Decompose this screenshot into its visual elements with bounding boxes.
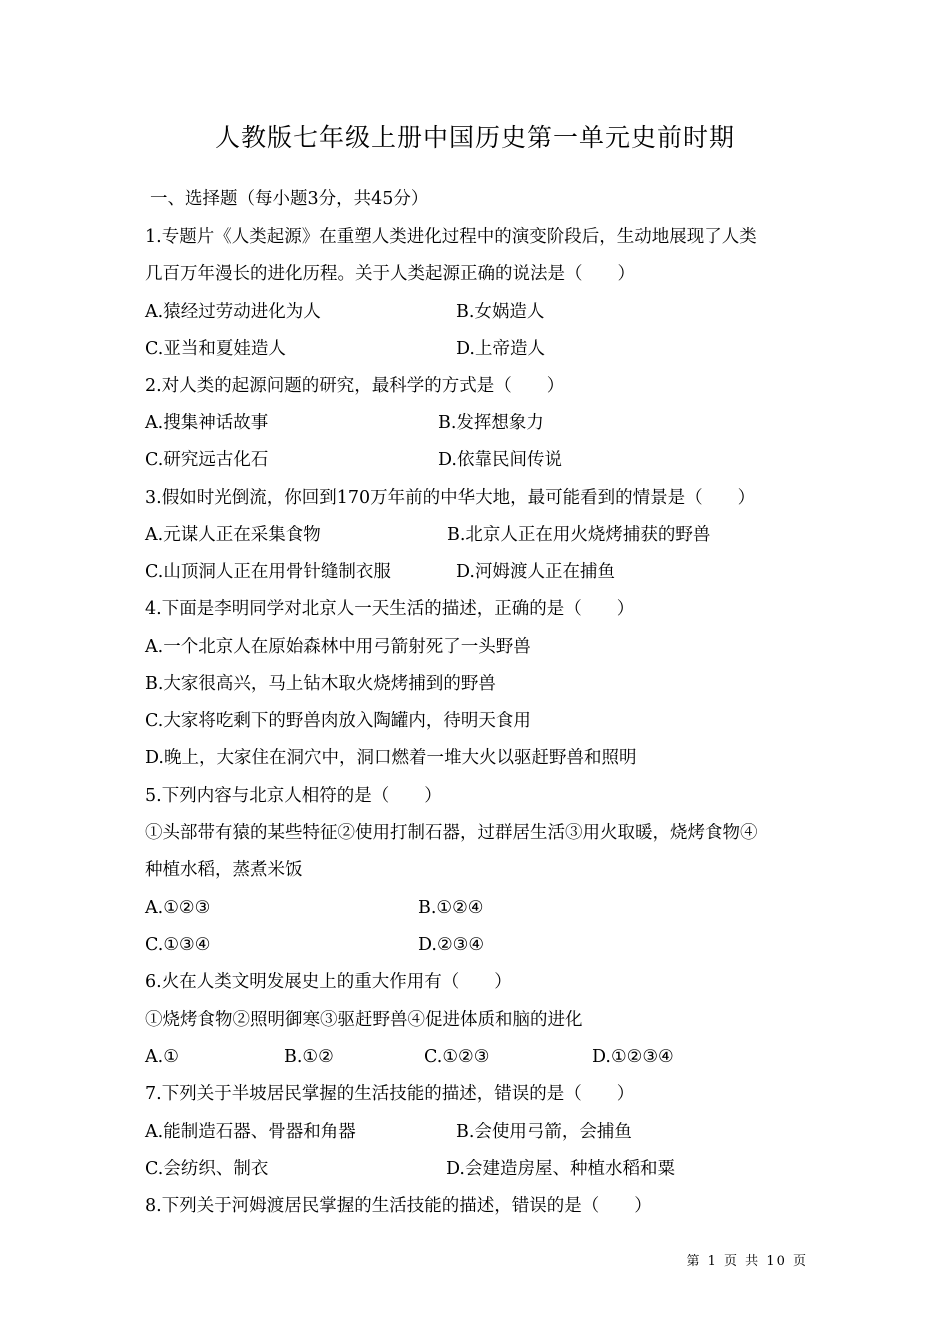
question-5-items-line2: 种植水稻，蒸煮米饭 <box>145 860 303 880</box>
question-4-option-d: D.晚上，大家住在洞穴中，洞口燃着一堆大火以驱赶野兽和照明 <box>145 748 637 768</box>
document-title: 人教版七年级上册中国历史第一单元史前时期 <box>214 123 735 152</box>
question-3-stem: 3.假如时光倒流，你回到170万年前的中华大地，最可能看到的情景是（ ） <box>145 488 756 508</box>
question-2-option-a: A.搜集神话故事 <box>145 413 269 433</box>
question-3-option-d: D.河姆渡人正在捕鱼 <box>456 562 615 582</box>
question-6-option-b: B.①② <box>284 1047 334 1067</box>
question-3-option-a: A.元谋人正在采集食物 <box>145 525 321 545</box>
question-5-option-d: D.②③④ <box>418 935 485 955</box>
question-7-stem: 7.下列关于半坡居民掌握的生活技能的描述，错误的是（ ） <box>145 1084 635 1104</box>
question-5-option-a: A.①②③ <box>145 898 211 918</box>
question-7-option-b: B.会使用弓箭，会捕鱼 <box>456 1122 632 1142</box>
question-1-option-c: C.亚当和夏娃造人 <box>145 339 286 359</box>
question-3-option-b: B.北京人正在用火烧烤捕获的野兽 <box>447 525 711 545</box>
question-6-option-a: A.① <box>145 1047 179 1067</box>
question-2-option-b: B.发挥想象力 <box>438 413 544 433</box>
question-4-option-a: A.一个北京人在原始森林中用弓箭射死了一头野兽 <box>145 637 531 657</box>
question-6-option-c: C.①②③ <box>424 1047 490 1067</box>
question-7-option-d: D.会建造房屋、种植水稻和粟 <box>446 1159 675 1179</box>
section-heading: 一、选择题（每小题3分，共45分） <box>150 189 429 209</box>
question-1-stem-line1: 1.专题片《人类起源》在重塑人类进化过程中的演变阶段后，生动地展现了人类 <box>145 227 757 247</box>
question-4-option-b: B.大家很高兴，马上钻木取火烧烤捕到的野兽 <box>145 674 496 694</box>
question-5-option-b: B.①②④ <box>418 898 484 918</box>
question-1-option-a: A.猿经过劳动进化为人 <box>145 302 321 322</box>
question-4-stem: 4.下面是李明同学对北京人一天生活的描述，正确的是（ ） <box>145 599 635 619</box>
question-4-option-c: C.大家将吃剩下的野兽肉放入陶罐内，待明天食用 <box>145 711 531 731</box>
page-number-footer: 第 1 页 共 10 页 <box>686 1254 808 1269</box>
question-5-option-c: C.①③④ <box>145 935 211 955</box>
question-2-option-d: D.依靠民间传说 <box>438 450 562 470</box>
question-3-option-c: C.山顶洞人正在用骨针缝制衣服 <box>145 562 391 582</box>
question-1-option-d: D.上帝造人 <box>456 339 545 359</box>
question-6-option-d: D.①②③④ <box>592 1047 674 1067</box>
question-5-stem: 5.下列内容与北京人相符的是（ ） <box>145 786 442 806</box>
question-8-stem: 8.下列关于河姆渡居民掌握的生活技能的描述，错误的是（ ） <box>145 1196 652 1216</box>
question-2-option-c: C.研究远古化石 <box>145 450 269 470</box>
question-6-stem: 6.火在人类文明发展史上的重大作用有（ ） <box>145 972 512 992</box>
question-1-option-b: B.女娲造人 <box>456 302 545 322</box>
question-7-option-c: C.会纺织、制衣 <box>145 1159 269 1179</box>
question-1-stem-line2: 几百万年漫长的进化历程。关于人类起源正确的说法是（ ） <box>145 264 635 284</box>
question-7-option-a: A.能制造石器、骨器和角器 <box>145 1122 356 1142</box>
question-6-items: ①烧烤食物②照明御寒③驱赶野兽④促进体质和脑的进化 <box>145 1010 583 1030</box>
question-5-items-line1: ①头部带有猿的某些特征②使用打制石器，过群居生活③用火取暖，烧烤食物④ <box>145 823 758 843</box>
question-2-stem: 2.对人类的起源问题的研究，最科学的方式是（ ） <box>145 376 565 396</box>
